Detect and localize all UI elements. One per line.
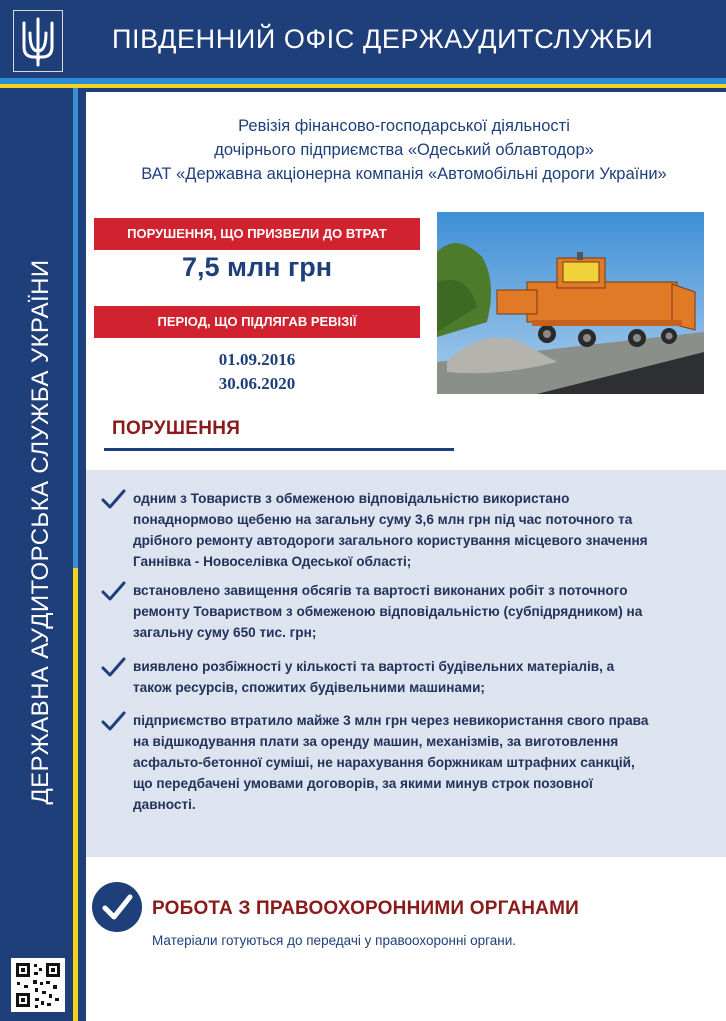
audit-subject bbox=[86, 114, 722, 186]
audit-subject-line: ВАТ «Державна акціонерна компанія «Автомобільні дороги України» bbox=[141, 165, 667, 183]
list-item-line: асфальто-бетонної суміші, не нарахування боржникам штрафних санкцій, bbox=[133, 755, 635, 770]
violations-list bbox=[86, 470, 726, 857]
list-item-line: виявлено розбіжності у кількості та вартості будівельних матеріалів, а bbox=[133, 659, 615, 674]
list-item-line: підприємство втратило майже 3 млн грн через невикористання свого права bbox=[133, 713, 649, 728]
list-item-line: що передбачені умовами договорів, за якими минув строк позовної bbox=[133, 776, 593, 791]
header-title: ПІВДЕННИЙ ОФІС ДЕРЖАУДИТСЛУЖБИ bbox=[112, 24, 654, 54]
list-item-line: дрібного ремонту автодороги загального користування місцевого значення bbox=[133, 533, 648, 548]
checkmark-icon bbox=[92, 882, 142, 932]
period-label: ПЕРІОД, ЩО ПІДЛЯГАВ РЕВІЗІЇ bbox=[94, 306, 420, 338]
law-enforcement-text: Матеріали готуються до передачі у правоохоронні органи. bbox=[152, 933, 517, 948]
list-item-line: понаднормово щебеню на загальну суму 3,6 млн грн під час поточного та bbox=[133, 512, 633, 527]
list-item-text bbox=[133, 580, 703, 643]
list-item-text bbox=[133, 488, 703, 572]
road-construction-photo bbox=[437, 212, 704, 394]
list-item-text bbox=[133, 656, 703, 698]
period-dates bbox=[94, 348, 420, 396]
list-item-line: давності. bbox=[133, 797, 196, 812]
qr-code-icon[interactable] bbox=[11, 958, 65, 1012]
list-item-line: на відшкодування плати за оренду машин, механізмів, за виготовлення bbox=[133, 734, 619, 749]
list-item-line: встановлено завищення обсягів та вартості виконаних робіт з поточного bbox=[133, 583, 628, 598]
losses-label: ПОРУШЕННЯ, ЩО ПРИЗВЕЛИ ДО ВТРАТ bbox=[94, 218, 420, 250]
checkmark-icon bbox=[100, 710, 126, 732]
list-item-line: також ресурсів, спожитих будівельними машинами; bbox=[133, 680, 485, 695]
period-end: 30.06.2020 bbox=[218, 374, 296, 393]
audit-subject-line: дочірнього підприємства «Одеський облавтодор» bbox=[214, 141, 594, 159]
main-content bbox=[86, 92, 726, 1021]
period-start: 01.09.2016 bbox=[218, 350, 296, 369]
trident-icon bbox=[13, 10, 63, 72]
list-item-line: загальну суму 650 тис. грн; bbox=[133, 625, 317, 640]
sidebar-vertical-title: ДЕРЖАВНА АУДИТОРСЬКА СЛУЖБА УКРАЇНИ bbox=[27, 259, 54, 805]
checkmark-icon bbox=[100, 656, 126, 678]
list-item-line: ремонту Товариством з обмеженою відповідальністю (субпідрядником) на bbox=[133, 604, 643, 619]
sidebar-yellow-accent bbox=[73, 568, 78, 1021]
losses-amount: 7,5 млн грн bbox=[181, 252, 333, 282]
violations-title-underline bbox=[104, 448, 454, 451]
law-enforcement-title: РОБОТА З ПРАВООХОРОННИМИ ОРГАНАМИ bbox=[152, 898, 579, 919]
list-item-line: одним з Товариств з обмеженою відповідальністю використано bbox=[133, 491, 570, 506]
list-item-text bbox=[133, 710, 703, 815]
checkmark-icon bbox=[100, 488, 126, 510]
audit-subject-line: Ревізія фінансово-господарської діяльності bbox=[238, 117, 570, 135]
list-item-line: Ганнівка - Новоселівка Одеської області; bbox=[133, 554, 412, 569]
header-yellow-stripe bbox=[0, 84, 726, 88]
header-bar bbox=[0, 0, 726, 78]
checkmark-icon bbox=[100, 580, 126, 602]
sidebar-blue-accent bbox=[73, 88, 78, 568]
violations-title: ПОРУШЕННЯ bbox=[112, 418, 241, 439]
